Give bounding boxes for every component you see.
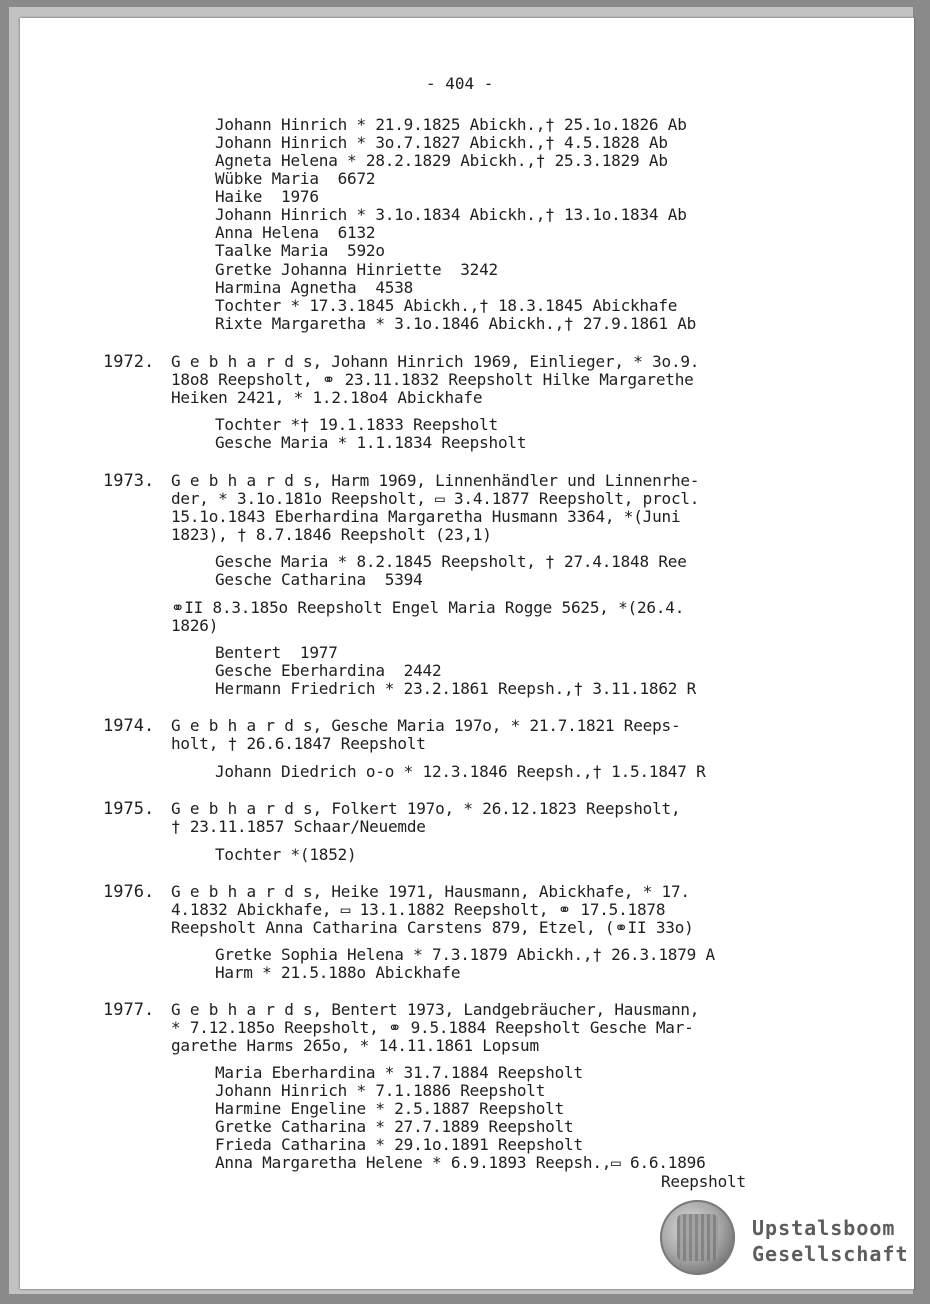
text-line: G e b h a r d s, Harm 1969, Linnenhändler und Linnenrhe- <box>171 471 700 490</box>
text-line: 4.1832 Abickhafe, ▭ 13.1.1882 Reepsholt, ⚭ 17.5.1878 <box>171 900 666 919</box>
text-line: Johann Diedrich o-o * 12.3.1846 Reepsh.,† 1.5.1847 R <box>215 762 706 781</box>
text-line: G e b h a r d s, Bentert 1973, Landgebräucher, Hausmann, <box>171 1000 700 1019</box>
text-line: Gretke Sophia Helena * 7.3.1879 Abickh.,† 26.3.1879 A <box>215 945 715 964</box>
text-line: Harmina Agnetha 4538 <box>215 278 414 297</box>
text-line: Maria Eberhardina * 31.7.1884 Reepsholt <box>215 1063 583 1082</box>
text-line: 1823), † 8.7.1846 Reepsholt (23,1) <box>171 525 492 544</box>
text-line: Gesche Catharina 5394 <box>215 570 423 589</box>
text-line: G e b h a r d s, Johann Hinrich 1969, Einlieger, * 3o.9. <box>171 352 700 371</box>
text-line: G e b h a r d s, Gesche Maria 197o, * 21.7.1821 Reeps- <box>171 716 681 735</box>
society-seal-logo <box>660 1200 735 1275</box>
entry-number: 1976. <box>103 882 155 902</box>
page-number: - 404 - <box>426 74 494 93</box>
text-line: Anna Helena 6132 <box>215 223 376 242</box>
text-line: Hermann Friedrich * 23.2.1861 Reepsh.,† 3.11.1862 R <box>215 679 697 698</box>
text-line: Johann Hinrich * 3.1o.1834 Abickh.,† 13.1o.1834 Ab <box>215 205 687 224</box>
text-line: Reepsholt Anna Catharina Carstens 879, Etzel, (⚭II 33o) <box>171 918 694 937</box>
text-line: Tochter *(1852) <box>215 845 357 864</box>
text-line: Johann Hinrich * 3o.7.1827 Abickh.,† 4.5.1828 Ab <box>215 133 668 152</box>
text-line: Gretke Catharina * 27.7.1889 Reepsholt <box>215 1117 574 1136</box>
logo-text-line1: Upstalsboom <box>752 1216 896 1240</box>
text-line: Gesche Maria * 8.2.1845 Reepsholt, † 27.4.1848 Ree <box>215 552 687 571</box>
text-line: Gesche Eberhardina 2442 <box>215 661 442 680</box>
text-line: Harmine Engeline * 2.5.1887 Reepsholt <box>215 1099 565 1118</box>
text-line: Bentert 1977 <box>215 643 338 662</box>
text-line: Haike 1976 <box>215 187 319 206</box>
text-line: Frieda Catharina * 29.1o.1891 Reepsholt <box>215 1135 583 1154</box>
text-line: Agneta Helena * 28.2.1829 Abickh.,† 25.3.1829 Ab <box>215 151 668 170</box>
text-line: Anna Margaretha Helene * 6.9.1893 Reepsh.,▭ 6.6.1896 <box>215 1153 706 1172</box>
text-line: Harm * 21.5.188o Abickhafe <box>215 963 461 982</box>
text-line: G e b h a r d s, Heike 1971, Hausmann, Abickhafe, * 17. <box>171 882 690 901</box>
text-line: 1826) <box>171 616 219 635</box>
entry-number: 1972. <box>103 352 155 372</box>
text-line: holt, † 26.6.1847 Reepsholt <box>171 734 426 753</box>
text-line: Johann Hinrich * 21.9.1825 Abickh.,† 25.1o.1826 Ab <box>215 115 687 134</box>
text-line: † 23.11.1857 Schaar/Neuemde <box>171 817 426 836</box>
text-line: der, * 3.1o.181o Reepsholt, ▭ 3.4.1877 Reepsholt, procl. <box>171 489 700 508</box>
text-line: Taalke Maria 592o <box>215 241 385 260</box>
text-line: ⚭II 8.3.185o Reepsholt Engel Maria Rogge 5625, *(26.4. <box>171 598 685 617</box>
entry-number: 1975. <box>103 799 155 819</box>
text-line: * 7.12.185o Reepsholt, ⚭ 9.5.1884 Reepsholt Gesche Mar- <box>171 1018 694 1037</box>
entry-number: 1973. <box>103 471 155 491</box>
text-line: 15.1o.1843 Eberhardina Margaretha Husmann 3364, *(Juni <box>171 507 681 526</box>
logo-text-line2: Gesellschaft <box>752 1242 909 1266</box>
text-line: Wübke Maria 6672 <box>215 169 376 188</box>
text-line: Tochter * 17.3.1845 Abickh.,† 18.3.1845 Abickhafe <box>215 296 678 315</box>
text-line: Tochter *† 19.1.1833 Reepsholt <box>215 415 498 434</box>
text-line: Gesche Maria * 1.1.1834 Reepsholt <box>215 433 527 452</box>
text-line: Heiken 2421, * 1.2.18o4 Abickhafe <box>171 388 483 407</box>
text-line: G e b h a r d s, Folkert 197o, * 26.12.1823 Reepsholt, <box>171 799 681 818</box>
entry-number: 1974. <box>103 716 155 736</box>
text-line: Reepsholt <box>661 1172 746 1191</box>
text-line: 18o8 Reepsholt, ⚭ 23.11.1832 Reepsholt Hilke Margarethe <box>171 370 694 389</box>
text-line: Gretke Johanna Hinriette 3242 <box>215 260 498 279</box>
text-line: Rixte Margaretha * 3.1o.1846 Abickh.,† 27.9.1861 Ab <box>215 314 697 333</box>
text-line: garethe Harms 265o, * 14.11.1861 Lopsum <box>171 1036 539 1055</box>
entry-number: 1977. <box>103 1000 155 1020</box>
text-line: Johann Hinrich * 7.1.1886 Reepsholt <box>215 1081 546 1100</box>
